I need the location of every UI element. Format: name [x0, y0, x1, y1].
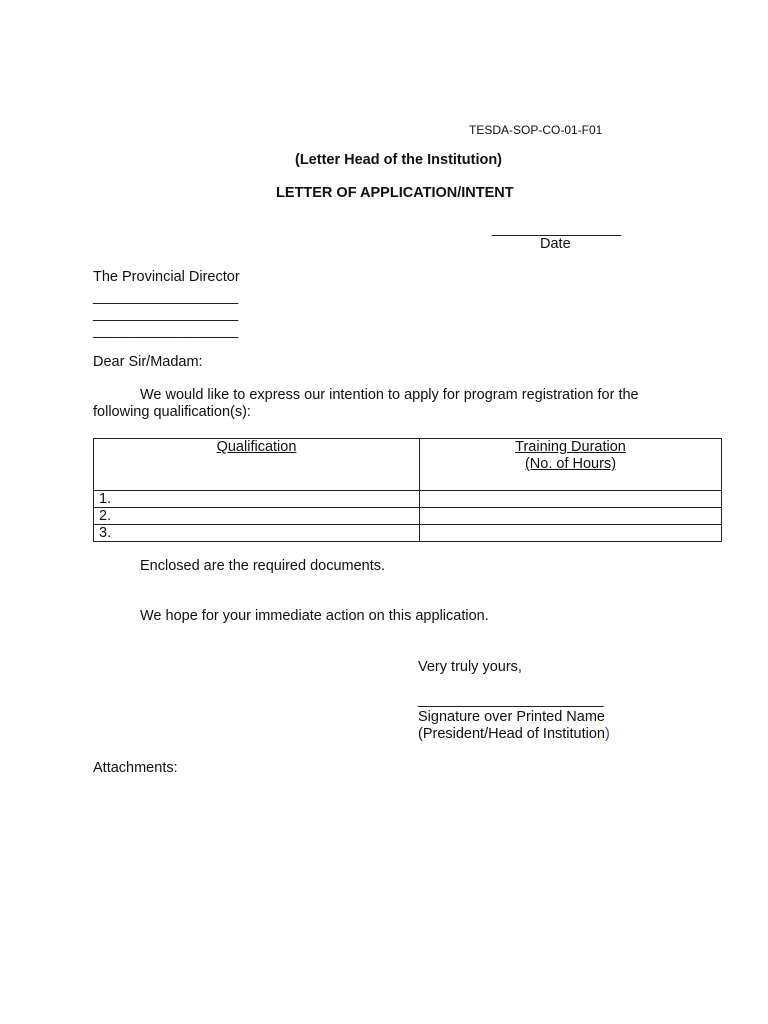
body-paragraph-1-line-1: We would like to express our intention to apply for program registration for the — [140, 387, 639, 403]
hope-statement: We hope for your immediate action on this application. — [140, 608, 489, 624]
duration-header — [420, 439, 722, 491]
addressee-name: The Provincial Director — [93, 269, 240, 285]
position-label-text: (President/Head of Institution — [418, 726, 605, 742]
table-row — [94, 525, 722, 542]
qualification-cell[interactable]: 1. — [94, 491, 420, 508]
letterhead-placeholder: (Letter Head of the Institution) — [295, 152, 503, 168]
duration-header-line-1: Training Duration — [515, 439, 626, 455]
table-row — [94, 491, 722, 508]
body-paragraph-1-line-2: following qualification(s): — [93, 404, 251, 420]
qualification-cell[interactable]: 2. — [94, 508, 420, 525]
valediction: Very truly yours, — [418, 659, 522, 675]
table-header-row — [94, 439, 722, 491]
qualification-header-label: Qualification — [216, 439, 297, 455]
addressee-line-2: __________________ — [93, 306, 239, 322]
duration-cell[interactable] — [420, 508, 722, 525]
form-code: TESDA-SOP-CO-01-F01 — [469, 123, 603, 137]
addressee-line-3: __________________ — [93, 323, 239, 339]
qualifications-table — [93, 438, 722, 542]
qualification-cell[interactable]: 3. — [94, 525, 420, 542]
duration-cell[interactable] — [420, 491, 722, 508]
document-title: LETTER OF APPLICATION/INTENT — [276, 185, 514, 201]
enclosed-statement: Enclosed are the required documents. — [140, 558, 386, 574]
date-label: Date — [540, 236, 571, 252]
duration-header-line-2: (No. of Hours) — [524, 456, 617, 472]
position-label — [418, 726, 610, 743]
date-blank: ________________ — [492, 221, 622, 237]
position-label-close-paren: ) — [605, 726, 610, 742]
attachments-label: Attachments: — [93, 760, 178, 776]
salutation: Dear Sir/Madam: — [93, 354, 203, 370]
signature-blank: _______________________ — [418, 692, 604, 708]
table-row — [94, 508, 722, 525]
addressee-line-1: __________________ — [93, 289, 239, 305]
qualification-header — [94, 439, 420, 491]
signature-label: Signature over Printed Name — [418, 709, 605, 725]
duration-cell[interactable] — [420, 525, 722, 542]
